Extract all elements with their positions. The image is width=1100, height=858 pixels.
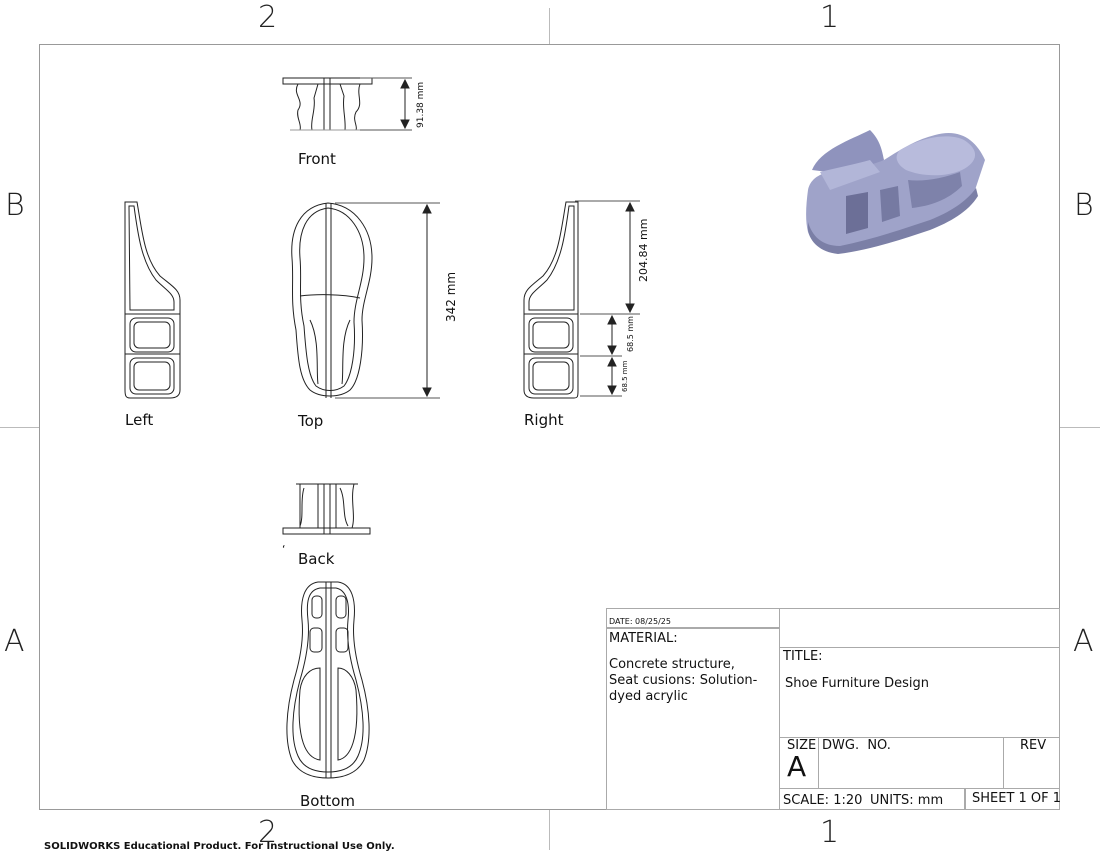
title-block-material-label: MATERIAL: bbox=[609, 631, 678, 646]
left-view-drawing bbox=[125, 202, 180, 398]
view-label-back: Back bbox=[298, 550, 335, 568]
title-block-scale: SCALE: 1:20 bbox=[783, 793, 863, 808]
title-block-dwg-no-label: DWG. NO. bbox=[822, 738, 891, 753]
title-block-size-value: A bbox=[787, 750, 807, 783]
zone-label-bottom-left: 2 bbox=[258, 815, 278, 850]
title-block-material-cell bbox=[606, 628, 780, 810]
zone-label-right-upper: B bbox=[1074, 188, 1094, 223]
zone-label-top-left: 2 bbox=[258, 0, 278, 35]
top-view-drawing bbox=[292, 203, 372, 398]
right-view-drawing bbox=[524, 202, 578, 398]
front-dimension bbox=[360, 78, 412, 130]
zone-label-bottom-right: 1 bbox=[820, 815, 840, 850]
dim-right-middle: 68.5 mm bbox=[626, 316, 635, 352]
title-block-date: DATE: 08/25/25 bbox=[609, 617, 671, 626]
view-label-top: Top bbox=[298, 412, 324, 430]
view-label-left: Left bbox=[125, 411, 154, 429]
dim-top-length: 342 mm bbox=[444, 271, 458, 322]
zone-label-right-lower: A bbox=[1073, 624, 1094, 659]
view-label-front: Front bbox=[298, 150, 336, 168]
title-block-title-value: Shoe Furniture Design bbox=[785, 676, 929, 691]
back-view-drawing bbox=[283, 484, 370, 534]
front-view-drawing bbox=[283, 78, 372, 130]
title-block-title-label: TITLE: bbox=[783, 649, 823, 664]
footer-watermark: SOLIDWORKS Educational Product. For Instructional Use Only. bbox=[44, 841, 395, 852]
dim-front-height: 91.38 mm bbox=[416, 81, 426, 128]
title-block-rev-label: REV bbox=[1020, 738, 1047, 753]
title-block-top-cell bbox=[779, 608, 1060, 648]
bottom-view-drawing bbox=[287, 582, 369, 778]
dim-right-upper: 204.84 mm bbox=[637, 218, 650, 282]
stray-mark: ‘ bbox=[282, 543, 286, 556]
dim-right-lower: 68.5 mm bbox=[621, 360, 629, 392]
title-block-units: UNITS: mm bbox=[870, 793, 944, 808]
view-label-bottom: Bottom bbox=[300, 792, 356, 810]
title-block-size-label: SIZE bbox=[787, 738, 817, 753]
zone-label-left-upper: B bbox=[5, 188, 25, 223]
zone-label-left-lower: A bbox=[4, 624, 25, 659]
title-block-sheet: SHEET 1 OF 1 bbox=[972, 791, 1062, 806]
title-block-sheet-divider bbox=[964, 788, 966, 810]
zone-label-top-right: 1 bbox=[820, 0, 840, 35]
view-label-right: Right bbox=[524, 411, 564, 429]
isometric-render bbox=[806, 130, 985, 254]
title-block-material-value: Concrete structure, Seat cusions: Solution-dyed acrylic bbox=[609, 657, 758, 704]
right-dimensions bbox=[575, 201, 640, 396]
